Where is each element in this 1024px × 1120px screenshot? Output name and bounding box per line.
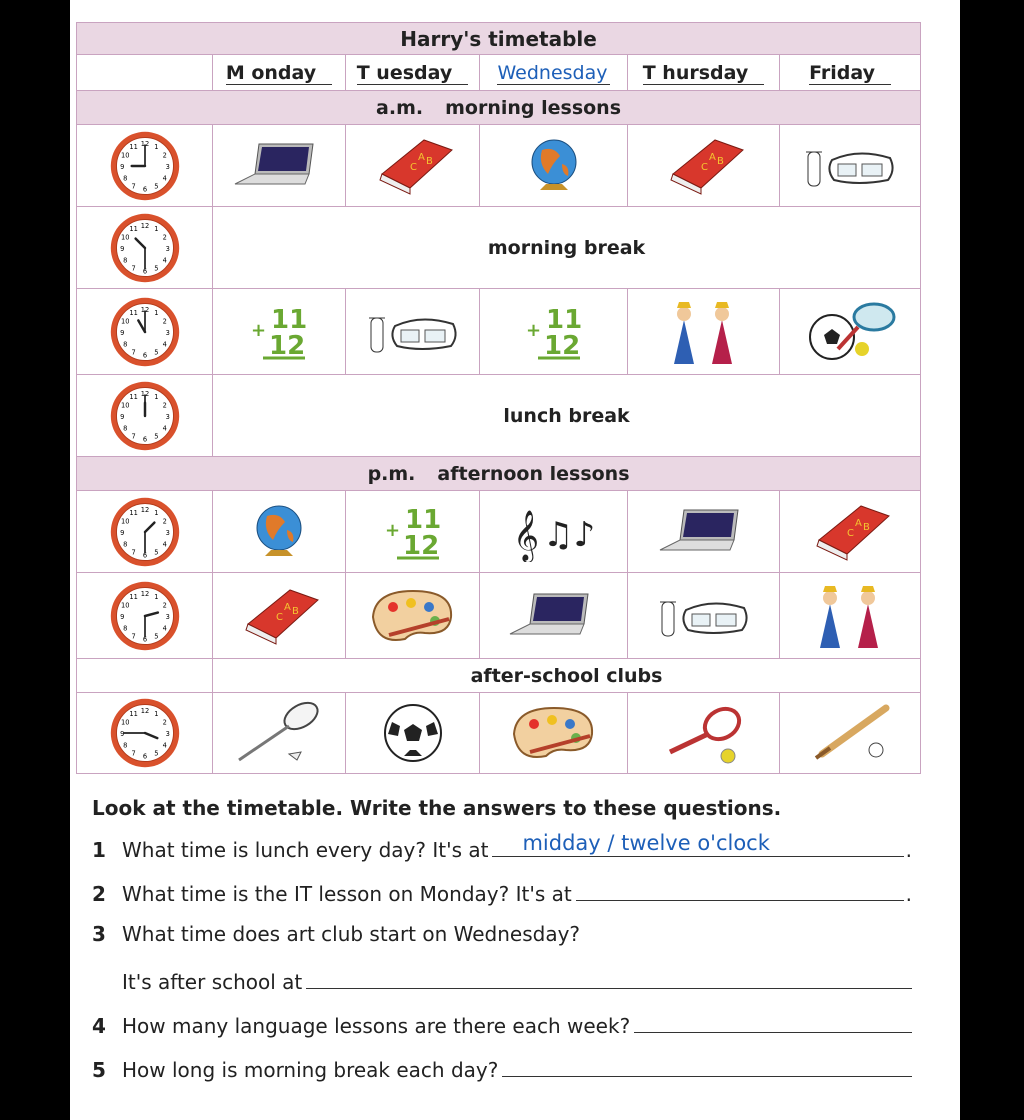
svg-text:3: 3 xyxy=(165,328,170,337)
svg-text:12: 12 xyxy=(140,139,149,148)
svg-text:12: 12 xyxy=(140,305,149,314)
row-5 xyxy=(77,573,921,659)
baseball-icon xyxy=(802,700,898,766)
svg-text:1: 1 xyxy=(153,392,159,401)
maths-icon xyxy=(383,500,443,564)
answer-line-2[interactable] xyxy=(576,878,904,901)
svg-text:C: C xyxy=(276,611,283,623)
svg-text:B: B xyxy=(716,155,724,167)
svg-text:2: 2 xyxy=(162,516,167,525)
svg-text:9: 9 xyxy=(119,162,124,171)
tennis-icon xyxy=(656,700,752,766)
answer-line-5[interactable] xyxy=(502,1054,912,1077)
svg-text:4: 4 xyxy=(162,173,167,182)
svg-text:5: 5 xyxy=(153,749,159,758)
lesson-cell xyxy=(480,693,628,774)
day-friday: Friday xyxy=(780,55,921,91)
svg-text:+: + xyxy=(384,519,400,541)
lesson-cell xyxy=(480,289,628,375)
lesson-cell xyxy=(213,693,346,774)
day-wednesday: Wednesday xyxy=(480,55,628,91)
lesson-cell xyxy=(780,491,921,573)
svg-text:3: 3 xyxy=(165,729,170,738)
svg-text:2: 2 xyxy=(162,400,167,409)
svg-text:11: 11 xyxy=(404,504,441,535)
svg-text:A: A xyxy=(855,517,862,529)
svg-text:11: 11 xyxy=(271,304,308,335)
lesson-cell xyxy=(213,125,346,207)
lesson-cell xyxy=(346,573,480,659)
svg-text:2: 2 xyxy=(162,316,167,325)
svg-text:6: 6 xyxy=(142,551,147,560)
afternoon-lessons-band: p.m. afternoon lessons xyxy=(77,457,921,491)
lesson-cell xyxy=(480,573,628,659)
lesson-cell xyxy=(346,125,480,207)
svg-text:10: 10 xyxy=(120,600,129,609)
book-icon xyxy=(368,134,458,198)
svg-text:1: 1 xyxy=(153,592,159,601)
music-icon xyxy=(509,502,599,562)
lunch-break: lunch break xyxy=(213,375,921,457)
svg-text:10: 10 xyxy=(120,516,129,525)
svg-text:7: 7 xyxy=(130,264,136,273)
science-icon xyxy=(652,588,756,644)
science-icon xyxy=(798,138,902,194)
svg-text:♫♪: ♫♪ xyxy=(542,514,595,555)
lesson-cell xyxy=(213,289,346,375)
svg-text:4: 4 xyxy=(162,423,167,432)
science-icon xyxy=(361,304,465,360)
svg-text:B: B xyxy=(425,155,433,167)
svg-text:9: 9 xyxy=(119,328,124,337)
svg-text:5: 5 xyxy=(153,264,159,273)
questions-section xyxy=(92,796,912,1098)
svg-text:2: 2 xyxy=(162,232,167,241)
svg-text:1: 1 xyxy=(153,508,159,517)
svg-text:1: 1 xyxy=(153,142,159,151)
svg-text:8: 8 xyxy=(122,623,127,632)
morning-lessons-band: a.m. morning lessons xyxy=(77,91,921,125)
worksheet-page xyxy=(70,0,960,1120)
blank-corner xyxy=(77,55,213,91)
svg-text:2: 2 xyxy=(162,718,167,727)
svg-text:3: 3 xyxy=(165,244,170,253)
svg-text:4: 4 xyxy=(162,339,167,348)
svg-text:8: 8 xyxy=(122,339,127,348)
svg-text:3: 3 xyxy=(165,412,170,421)
clock-cell xyxy=(77,491,213,573)
question-3-continued: It's after school at xyxy=(92,966,912,1010)
svg-text:8: 8 xyxy=(122,539,127,548)
clock-cell xyxy=(77,375,213,457)
history-icon xyxy=(664,296,744,368)
svg-text:7: 7 xyxy=(130,749,136,758)
lesson-cell xyxy=(346,289,480,375)
svg-text:5: 5 xyxy=(153,182,159,191)
lesson-cell xyxy=(346,693,480,774)
svg-text:C: C xyxy=(700,161,708,173)
svg-text:9: 9 xyxy=(119,729,124,738)
svg-text:+: + xyxy=(251,319,267,341)
svg-text:1: 1 xyxy=(153,710,159,719)
sport-icon xyxy=(802,299,898,365)
svg-text:10: 10 xyxy=(120,150,129,159)
svg-text:𝄞: 𝄞 xyxy=(512,509,539,561)
svg-text:10: 10 xyxy=(120,316,129,325)
svg-text:7: 7 xyxy=(130,432,136,441)
answer-line-3[interactable] xyxy=(306,966,912,989)
answer-line-1[interactable] xyxy=(492,831,903,857)
svg-text:5: 5 xyxy=(153,348,159,357)
book-icon xyxy=(234,584,324,648)
svg-text:6: 6 xyxy=(142,267,147,276)
question-5: 5 How long is morning break each day? xyxy=(92,1054,912,1098)
lesson-cell xyxy=(628,573,780,659)
svg-text:7: 7 xyxy=(130,632,136,641)
lesson-cell xyxy=(780,289,921,375)
svg-text:10: 10 xyxy=(120,718,129,727)
svg-text:A: A xyxy=(284,601,291,613)
svg-text:8: 8 xyxy=(122,173,127,182)
history-icon xyxy=(810,580,890,652)
clock-icon xyxy=(103,695,187,771)
svg-text:3: 3 xyxy=(165,528,170,537)
clock-icon xyxy=(103,494,187,570)
svg-text:9: 9 xyxy=(119,528,124,537)
svg-text:11: 11 xyxy=(128,592,138,601)
lesson-cell xyxy=(780,573,921,659)
globe-icon xyxy=(247,500,311,564)
svg-text:4: 4 xyxy=(162,741,167,750)
svg-text:2: 2 xyxy=(162,600,167,609)
svg-text:12: 12 xyxy=(402,530,439,561)
day-thursday: T hursday xyxy=(628,55,780,91)
svg-text:11: 11 xyxy=(128,142,138,151)
svg-text:B: B xyxy=(292,605,299,617)
art-icon xyxy=(506,700,602,766)
svg-text:6: 6 xyxy=(142,752,147,761)
svg-text:4: 4 xyxy=(162,539,167,548)
lesson-cell xyxy=(480,125,628,207)
svg-text:12: 12 xyxy=(140,707,149,716)
svg-text:6: 6 xyxy=(142,435,147,444)
timetable xyxy=(76,22,921,774)
lesson-cell xyxy=(213,491,346,573)
answer-line-4[interactable] xyxy=(634,1010,912,1033)
svg-text:12: 12 xyxy=(140,389,149,398)
svg-text:9: 9 xyxy=(119,612,124,621)
lesson-cell xyxy=(628,125,780,207)
svg-text:11: 11 xyxy=(128,308,138,317)
svg-text:10: 10 xyxy=(120,232,129,241)
lesson-cell xyxy=(780,125,921,207)
svg-text:9: 9 xyxy=(119,244,124,253)
after-school-clubs: after-school clubs xyxy=(213,659,921,693)
globe-icon xyxy=(522,134,586,198)
svg-text:12: 12 xyxy=(543,330,580,361)
laptop-icon xyxy=(231,138,327,194)
clock-cell xyxy=(77,207,213,289)
question-3: 3 What time does art club start on Wednesday? xyxy=(92,922,581,946)
lesson-cell xyxy=(346,491,480,573)
morning-break: morning break xyxy=(213,207,921,289)
svg-text:8: 8 xyxy=(122,741,127,750)
svg-text:11: 11 xyxy=(128,710,138,719)
football-icon xyxy=(380,700,446,766)
svg-text:A: A xyxy=(708,151,716,163)
day-monday: M onday xyxy=(213,55,346,91)
row-4 xyxy=(77,491,921,573)
svg-text:8: 8 xyxy=(122,423,127,432)
book-icon xyxy=(659,134,749,198)
art-icon xyxy=(365,583,461,649)
svg-text:5: 5 xyxy=(153,548,159,557)
row-1 xyxy=(77,207,921,289)
clock-icon xyxy=(103,128,187,204)
svg-text:11: 11 xyxy=(128,508,138,517)
svg-text:11: 11 xyxy=(128,392,138,401)
badminton-icon xyxy=(231,700,327,766)
clock-cell xyxy=(77,125,213,207)
clock-cell xyxy=(77,693,213,774)
svg-text:11: 11 xyxy=(545,304,582,335)
lesson-cell xyxy=(213,573,346,659)
svg-text:C: C xyxy=(847,527,855,539)
timetable-title: Harry's timetable xyxy=(77,23,921,55)
row-6 xyxy=(77,693,921,774)
svg-text:1: 1 xyxy=(153,224,159,233)
svg-text:6: 6 xyxy=(142,185,147,194)
svg-text:8: 8 xyxy=(122,255,127,264)
svg-text:2: 2 xyxy=(162,150,167,159)
svg-text:+: + xyxy=(525,319,541,341)
clock-icon xyxy=(103,210,187,286)
maths-icon xyxy=(249,300,309,364)
blank-cell xyxy=(77,659,213,693)
svg-text:7: 7 xyxy=(130,182,136,191)
svg-text:12: 12 xyxy=(140,505,149,514)
row-2 xyxy=(77,289,921,375)
question-2: 2 What time is the IT lesson on Monday? It's at . xyxy=(92,878,912,922)
svg-text:4: 4 xyxy=(162,623,167,632)
lesson-cell xyxy=(628,693,780,774)
clock-icon xyxy=(103,294,187,370)
instruction: Look at the timetable. Write the answers to these questions. xyxy=(92,796,782,820)
svg-text:12: 12 xyxy=(140,221,149,230)
laptop-icon xyxy=(506,588,602,644)
lesson-cell xyxy=(628,491,780,573)
svg-text:A: A xyxy=(417,151,425,163)
svg-text:6: 6 xyxy=(142,635,147,644)
lesson-cell xyxy=(780,693,921,774)
svg-text:5: 5 xyxy=(153,432,159,441)
svg-text:9: 9 xyxy=(119,412,124,421)
day-tuesday: T uesday xyxy=(346,55,480,91)
svg-text:7: 7 xyxy=(130,548,136,557)
maths-icon xyxy=(524,300,584,364)
clock-icon xyxy=(103,578,187,654)
lesson-cell xyxy=(480,491,628,573)
svg-text:5: 5 xyxy=(153,632,159,641)
svg-text:6: 6 xyxy=(142,351,147,360)
row-0 xyxy=(77,125,921,207)
question-1: 1 What time is lunch every day? It's at midday / twelve o'clock . xyxy=(92,831,912,862)
svg-text:10: 10 xyxy=(120,400,129,409)
row-3 xyxy=(77,375,921,457)
svg-text:4: 4 xyxy=(162,255,167,264)
question-4: 4 How many language lessons are there each week? xyxy=(92,1010,912,1054)
svg-text:12: 12 xyxy=(140,589,149,598)
svg-text:3: 3 xyxy=(165,612,170,621)
svg-text:C: C xyxy=(409,161,417,173)
clock-cell xyxy=(77,573,213,659)
svg-text:B: B xyxy=(863,521,870,533)
svg-text:11: 11 xyxy=(128,224,138,233)
laptop-icon xyxy=(656,504,752,560)
book-icon xyxy=(805,500,895,564)
clock-icon xyxy=(103,378,187,454)
svg-text:12: 12 xyxy=(269,330,306,361)
lesson-cell xyxy=(628,289,780,375)
answer-1: midday / twelve o'clock xyxy=(522,831,770,855)
svg-text:1: 1 xyxy=(153,308,159,317)
svg-text:7: 7 xyxy=(130,348,136,357)
svg-text:3: 3 xyxy=(165,162,170,171)
clock-cell xyxy=(77,289,213,375)
